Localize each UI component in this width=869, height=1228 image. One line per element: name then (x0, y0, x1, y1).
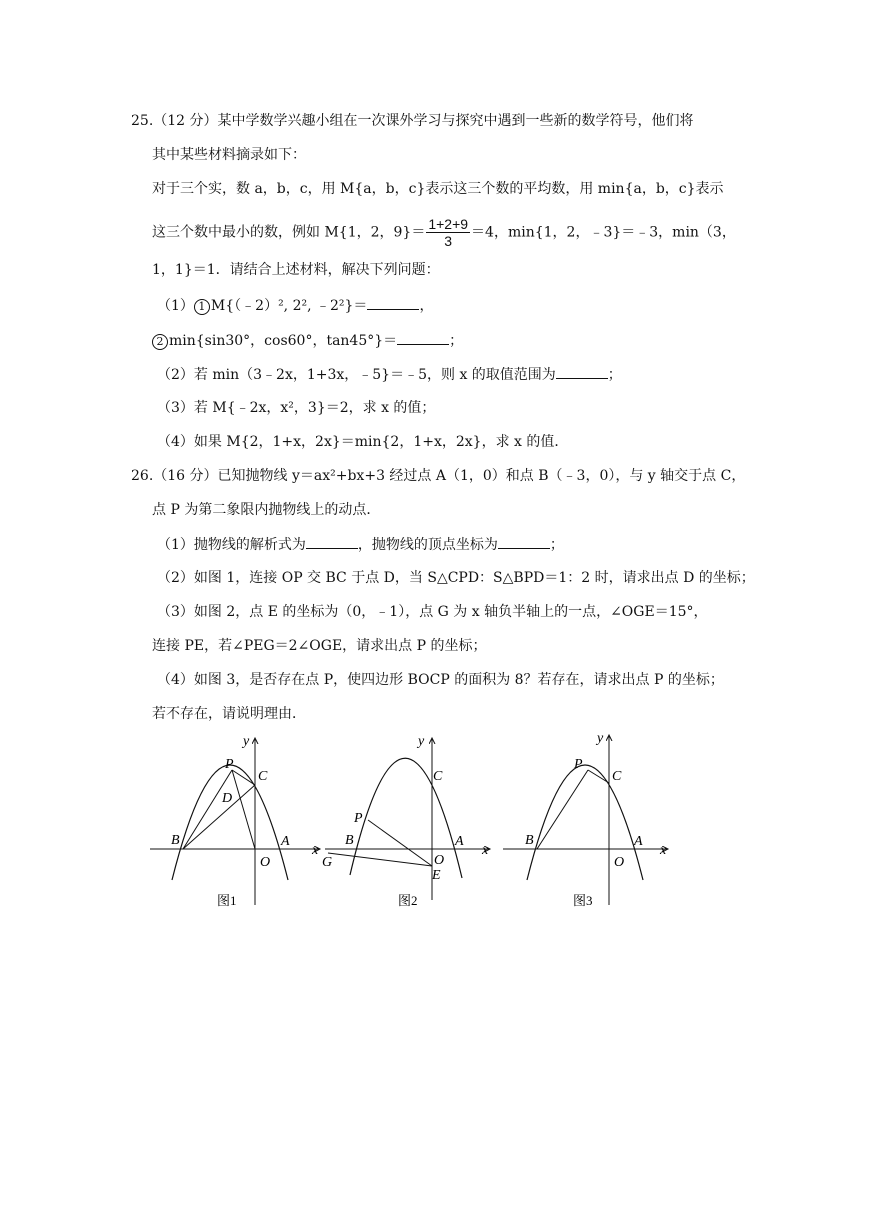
q25-part-2 (157, 364, 622, 385)
q25-part-1a-text: M{（﹣2）², 2², ﹣2²}＝ (210, 298, 368, 314)
part-1b-end: ； (449, 333, 464, 349)
q25-part-1b (152, 330, 463, 351)
fig3-label-b: B (525, 833, 534, 848)
figures-panel (0, 720, 869, 920)
q26-part-1-text-a: （1）抛物线的解析式为 (157, 537, 306, 553)
answer-blank-1a[interactable] (367, 295, 419, 310)
part-1-label: （1） (157, 298, 194, 314)
q26-number: 26. (131, 468, 154, 484)
part-1a-end: ， (419, 298, 434, 314)
part-2-end: ； (607, 367, 622, 383)
fig2-label-e: E (432, 868, 441, 883)
fig1-label-x: x (312, 843, 319, 858)
fig1-label-b: B (171, 833, 180, 848)
fig3-label-x: x (660, 843, 667, 858)
q25-part-4: （4）如果 M{2，1+x，2x}＝min{2，1+x，2x}，求 x 的值． (157, 434, 569, 450)
q25-intro-1: 某中学数学兴趣小组在一次课外学习与探究中遇到一些新的数学符号，他们将 (217, 113, 694, 129)
fig3-parabola (527, 765, 643, 880)
fig1-label-y: y (243, 734, 250, 749)
fig2-label-x: x (482, 843, 489, 858)
fig1-label-a: A (281, 834, 290, 849)
answer-blank-26-1a[interactable] (306, 534, 358, 549)
fig1-caption: 图1 (217, 893, 237, 908)
q25-definition-1: 对于三个实，数 a，b，c，用 M{a，b，c}表示这三个数的平均数，用 min{a，b，c}表示 (152, 181, 724, 197)
circled-number-2: 2 (152, 334, 168, 350)
q26-intro-2: 点 P 为第二象限内抛物线上的动点． (152, 502, 381, 518)
fig2-label-a: A (455, 834, 464, 849)
fig2-label-g: G (322, 855, 333, 870)
q26-part-1-end: ； (549, 537, 564, 553)
fig1-label-o: O (260, 855, 271, 870)
fig1-label-d: D (222, 791, 233, 806)
q26-part-1 (157, 534, 564, 555)
q25-definition-2 (152, 216, 736, 249)
fig3-label-y: y (597, 731, 604, 746)
fig1-label-c: C (258, 769, 268, 784)
q25-part-1b-text: min{sin30°，cos60°，tan45°}＝ (169, 333, 398, 349)
q25-definition-3: 1，1}＝1．请结合上述材料，解决下列问题： (152, 262, 440, 278)
fig2-label-y: y (418, 734, 425, 749)
q26-part-1-text-b: ，抛物线的顶点坐标为 (357, 537, 498, 553)
answer-blank-2[interactable] (556, 364, 608, 379)
fig1-segment-bc (183, 785, 255, 849)
q26-part-3-line-2: 连接 PE，若∠PEG＝2∠OGE，请求出点 P 的坐标； (152, 638, 487, 654)
fig3-label-a: A (634, 834, 643, 849)
q25-line-1 (131, 111, 694, 131)
q26-part-4-line-2: 若不存在，请说明理由． (152, 706, 306, 722)
q26-points: （16 分） (153, 468, 218, 484)
fig3-caption: 图3 (573, 893, 593, 908)
q25-part-2-text: （2）若 min（3﹣2x，1+3x，﹣5}＝﹣5，则 x 的取值范围为 (157, 367, 556, 383)
fig1-parabola (172, 765, 288, 880)
fig3-label-c: C (612, 769, 622, 784)
fig2-label-p: P (354, 811, 363, 826)
figure-1 (150, 734, 320, 908)
fraction-numerator: 1+2+9 (428, 216, 469, 232)
fraction-denominator: 3 (444, 233, 453, 249)
q26-line-1 (131, 466, 745, 486)
q25-part-3: （3）若 M{﹣2x，x²，3}＝2，求 x 的值； (157, 400, 436, 416)
circled-number-1: 1 (194, 299, 210, 315)
fig2-parabola (350, 758, 462, 878)
example-fraction (426, 216, 470, 249)
q25-points: （12 分） (153, 113, 218, 129)
fig3-label-p: P (574, 757, 583, 772)
answer-blank-26-1b[interactable] (498, 534, 550, 549)
figure-3 (503, 731, 668, 908)
fig3-label-o: O (614, 855, 625, 870)
fig1-label-p: P (225, 757, 234, 772)
q25-number: 25. (131, 113, 154, 129)
q25-intro-2: 其中某些材料摘录如下： (152, 147, 306, 163)
figure-2 (322, 734, 490, 908)
q26-part-4-line-1: （4）如图 3，是否存在点 P，使四边形 BOCP 的面积为 8？若存在，请求出点 P 的坐标； (157, 672, 724, 688)
fig2-caption: 图2 (398, 893, 418, 908)
q26-part-2: （2）如图 1，连接 OP 交 BC 于点 D，当 S△CPD：S△BPD＝1：2 时，请求出点 D 的坐标； (157, 570, 755, 586)
q26-intro-1: 已知抛物线 y＝ax²+bx+3 经过点 A（1，0）和点 B（﹣3，0），与 y 轴交于点 C， (217, 468, 746, 484)
fig2-label-b: B (345, 833, 354, 848)
q26-part-3-line-1: （3）如图 2，点 E 的坐标为（0，﹣1），点 G 为 x 轴负半轴上的一点，∠OGE＝15°， (157, 604, 708, 620)
fig2-label-o: O (434, 853, 445, 868)
fig2-label-c: C (433, 769, 443, 784)
q25-part-1a (157, 295, 433, 316)
q25-example-mean: 这三个数中最小的数，例如 M{1，2，9}＝ (152, 224, 426, 241)
q25-example-min: ＝4，min{1，2，﹣3}＝﹣3，min（3， (471, 224, 736, 241)
answer-blank-1b[interactable] (397, 330, 449, 345)
